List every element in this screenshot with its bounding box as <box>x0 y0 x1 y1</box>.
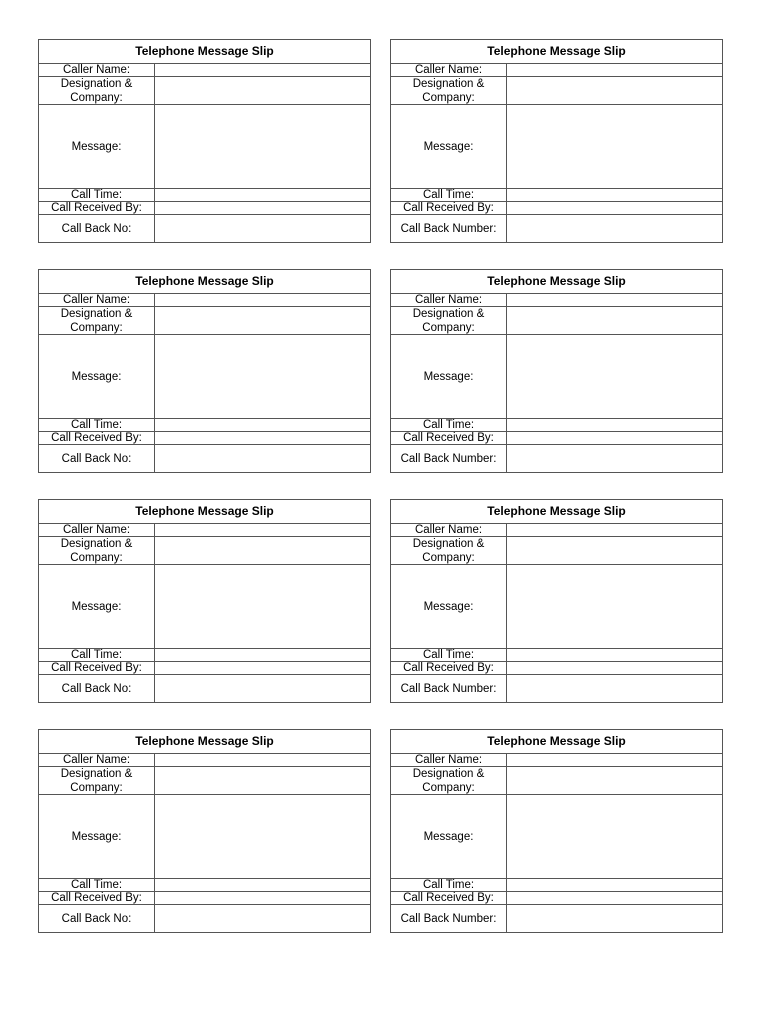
message-field[interactable] <box>507 795 722 878</box>
designation-row <box>391 537 722 565</box>
call-time-row <box>39 879 370 892</box>
designation-row <box>39 537 370 565</box>
call-back-row <box>391 905 722 932</box>
message-slip-1 <box>38 39 371 243</box>
call-back-label: Call Back No: <box>39 675 155 702</box>
call-received-row <box>39 662 370 675</box>
message-slip-4 <box>390 269 723 473</box>
caller-name-field[interactable] <box>155 294 370 306</box>
call-back-field[interactable] <box>155 905 370 932</box>
call-received-field[interactable] <box>155 892 370 904</box>
caller-name-label: Caller Name: <box>391 754 507 766</box>
call-back-label: Call Back No: <box>39 905 155 932</box>
call-received-field[interactable] <box>155 662 370 674</box>
designation-field[interactable] <box>507 77 722 104</box>
call-time-label: Call Time: <box>39 419 155 431</box>
call-received-field[interactable] <box>507 662 722 674</box>
message-field[interactable] <box>155 105 370 188</box>
call-received-label: Call Received By: <box>39 892 155 904</box>
designation-field[interactable] <box>507 307 722 334</box>
designation-label: Designation & Company: <box>39 307 155 334</box>
call-back-field[interactable] <box>155 445 370 472</box>
slip-title: Telephone Message Slip <box>391 500 722 524</box>
call-time-label: Call Time: <box>391 649 507 661</box>
call-received-field[interactable] <box>507 202 722 214</box>
message-row <box>39 565 370 649</box>
call-time-row <box>391 649 722 662</box>
caller-name-field[interactable] <box>507 294 722 306</box>
message-row <box>39 105 370 189</box>
call-time-label: Call Time: <box>391 879 507 891</box>
message-row <box>391 795 722 879</box>
message-slip-8 <box>390 729 723 933</box>
caller-name-row <box>391 754 722 767</box>
designation-row <box>39 767 370 795</box>
call-received-field[interactable] <box>507 892 722 904</box>
caller-name-label: Caller Name: <box>39 64 155 76</box>
caller-name-label: Caller Name: <box>39 754 155 766</box>
call-time-field[interactable] <box>155 649 370 661</box>
call-received-field[interactable] <box>155 432 370 444</box>
call-back-label: Call Back No: <box>39 215 155 242</box>
call-back-label: Call Back No: <box>39 445 155 472</box>
designation-row <box>39 77 370 105</box>
message-label: Message: <box>391 565 507 648</box>
message-field[interactable] <box>507 105 722 188</box>
call-back-row <box>391 675 722 702</box>
message-label: Message: <box>39 565 155 648</box>
call-received-row <box>39 892 370 905</box>
call-received-label: Call Received By: <box>391 662 507 674</box>
message-field[interactable] <box>507 565 722 648</box>
caller-name-label: Caller Name: <box>391 64 507 76</box>
call-time-field[interactable] <box>155 879 370 891</box>
call-back-field[interactable] <box>507 215 722 242</box>
call-received-label: Call Received By: <box>391 892 507 904</box>
call-time-field[interactable] <box>507 879 722 891</box>
message-label: Message: <box>39 105 155 188</box>
call-back-field[interactable] <box>507 675 722 702</box>
call-time-label: Call Time: <box>39 649 155 661</box>
call-received-field[interactable] <box>507 432 722 444</box>
message-label: Message: <box>391 105 507 188</box>
caller-name-field[interactable] <box>507 754 722 766</box>
message-field[interactable] <box>155 795 370 878</box>
call-back-row <box>391 215 722 242</box>
call-back-label: Call Back Number: <box>391 215 507 242</box>
call-time-row <box>39 419 370 432</box>
designation-field[interactable] <box>155 537 370 564</box>
call-time-field[interactable] <box>155 189 370 201</box>
call-time-field[interactable] <box>507 649 722 661</box>
caller-name-label: Caller Name: <box>391 524 507 536</box>
message-field[interactable] <box>155 565 370 648</box>
call-time-label: Call Time: <box>39 879 155 891</box>
call-time-field[interactable] <box>155 419 370 431</box>
call-received-label: Call Received By: <box>391 432 507 444</box>
slip-title: Telephone Message Slip <box>391 270 722 294</box>
caller-name-row <box>391 64 722 77</box>
message-slip-6 <box>390 499 723 703</box>
designation-label: Designation & Company: <box>391 537 507 564</box>
message-slip-2 <box>390 39 723 243</box>
message-row <box>391 105 722 189</box>
message-label: Message: <box>391 795 507 878</box>
call-received-row <box>391 892 722 905</box>
call-time-row <box>39 189 370 202</box>
message-slip-5 <box>38 499 371 703</box>
call-back-row <box>39 675 370 702</box>
call-back-label: Call Back Number: <box>391 905 507 932</box>
caller-name-field[interactable] <box>507 64 722 76</box>
call-received-row <box>391 202 722 215</box>
caller-name-field[interactable] <box>155 754 370 766</box>
slip-title: Telephone Message Slip <box>39 730 370 754</box>
call-back-row <box>39 215 370 242</box>
call-back-label: Call Back Number: <box>391 675 507 702</box>
designation-field[interactable] <box>507 767 722 794</box>
caller-name-field[interactable] <box>507 524 722 536</box>
call-time-label: Call Time: <box>391 419 507 431</box>
designation-row <box>391 767 722 795</box>
call-time-label: Call Time: <box>39 189 155 201</box>
call-time-row <box>391 879 722 892</box>
slip-title: Telephone Message Slip <box>39 270 370 294</box>
caller-name-row <box>39 64 370 77</box>
designation-field[interactable] <box>155 77 370 104</box>
designation-label: Designation & Company: <box>39 77 155 104</box>
call-received-field[interactable] <box>155 202 370 214</box>
caller-name-row <box>39 524 370 537</box>
designation-label: Designation & Company: <box>39 767 155 794</box>
call-back-row <box>39 445 370 472</box>
slip-title: Telephone Message Slip <box>391 40 722 64</box>
call-received-label: Call Received By: <box>39 202 155 214</box>
message-slip-7 <box>38 729 371 933</box>
designation-label: Designation & Company: <box>39 537 155 564</box>
caller-name-row <box>391 294 722 307</box>
slip-title: Telephone Message Slip <box>39 500 370 524</box>
designation-field[interactable] <box>155 767 370 794</box>
call-back-field[interactable] <box>507 445 722 472</box>
call-back-field[interactable] <box>155 675 370 702</box>
designation-label: Designation & Company: <box>391 307 507 334</box>
designation-row <box>39 307 370 335</box>
message-label: Message: <box>39 335 155 418</box>
message-label: Message: <box>39 795 155 878</box>
slip-title: Telephone Message Slip <box>39 40 370 64</box>
designation-field[interactable] <box>507 537 722 564</box>
call-time-row <box>39 649 370 662</box>
call-received-row <box>391 662 722 675</box>
call-received-label: Call Received By: <box>39 432 155 444</box>
call-back-row <box>391 445 722 472</box>
message-row <box>39 795 370 879</box>
caller-name-field[interactable] <box>155 64 370 76</box>
caller-name-label: Caller Name: <box>39 294 155 306</box>
designation-row <box>391 77 722 105</box>
call-time-label: Call Time: <box>391 189 507 201</box>
caller-name-row <box>391 524 722 537</box>
designation-label: Designation & Company: <box>391 77 507 104</box>
call-time-field[interactable] <box>507 419 722 431</box>
call-time-field[interactable] <box>507 189 722 201</box>
caller-name-label: Caller Name: <box>39 524 155 536</box>
call-back-label: Call Back Number: <box>391 445 507 472</box>
call-received-row <box>39 432 370 445</box>
designation-label: Designation & Company: <box>391 767 507 794</box>
call-received-row <box>391 432 722 445</box>
call-time-row <box>391 189 722 202</box>
message-field[interactable] <box>155 335 370 418</box>
designation-row <box>391 307 722 335</box>
call-time-row <box>391 419 722 432</box>
caller-name-row <box>39 294 370 307</box>
slip-title: Telephone Message Slip <box>391 730 722 754</box>
call-received-label: Call Received By: <box>39 662 155 674</box>
call-back-field[interactable] <box>155 215 370 242</box>
call-received-label: Call Received By: <box>391 202 507 214</box>
message-row <box>39 335 370 419</box>
call-received-row <box>39 202 370 215</box>
caller-name-label: Caller Name: <box>391 294 507 306</box>
message-field[interactable] <box>507 335 722 418</box>
message-row <box>391 335 722 419</box>
caller-name-row <box>39 754 370 767</box>
message-slip-3 <box>38 269 371 473</box>
designation-field[interactable] <box>155 307 370 334</box>
message-row <box>391 565 722 649</box>
message-label: Message: <box>391 335 507 418</box>
caller-name-field[interactable] <box>155 524 370 536</box>
call-back-field[interactable] <box>507 905 722 932</box>
call-back-row <box>39 905 370 932</box>
